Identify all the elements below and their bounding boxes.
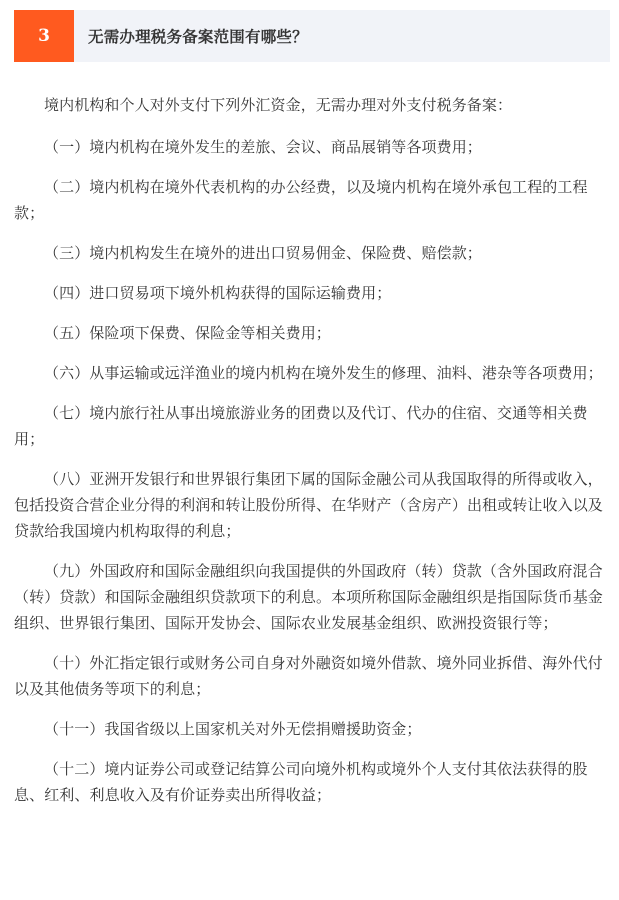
section-title: 无需办理税务备案范围有哪些？: [88, 28, 308, 46]
section-header: [14, 10, 610, 62]
article-body: [14, 92, 610, 822]
list-item-2: （二）境内机构在境外代表机构的办公经费，以及境内机构在境外承包工程的工程款；: [14, 178, 588, 222]
list-item-12: （十二）境内证券公司或登记结算公司向境外机构或境外个人支付其依法获得的股息、红利、利息收入及有价证券卖出所得收益；: [14, 760, 588, 804]
list-item-9: （九）外国政府和国际金融组织向我国提供的外国政府（转）贷款（含外国政府混合（转）贷款）和国际金融组织贷款项下的利息。本项所称国际金融组织是指国际货币基金组织、世界银行集团、国际开发协会、国际农业发展基金组织、欧洲投资银行等；: [14, 562, 603, 632]
list-item-3: （三）境内机构发生在境外的进出口贸易佣金、保险费、赔偿款；: [44, 244, 482, 262]
list-item-4: （四）进口贸易项下境外机构获得的国际运输费用；: [44, 284, 392, 302]
list-item-10: （十）外汇指定银行或财务公司自身对外融资如境外借款、境外同业拆借、海外代付以及其他债务等项下的利息；: [14, 654, 603, 698]
intro-paragraph: 境内机构和个人对外支付下列外汇资金，无需办理对外支付税务备案：: [44, 96, 513, 114]
list-item-5: （五）保险项下保费、保险金等相关费用；: [44, 324, 331, 342]
section-number-badge: 3: [14, 10, 74, 62]
list-item-7: （七）境内旅行社从事出境旅游业务的团费以及代订、代办的住宿、交通等相关费用；: [14, 404, 588, 448]
list-item-8: （八）亚洲开发银行和世界银行集团下属的国际金融公司从我国取得的所得或收入，包括投资合营企业分得的利润和转让股份所得、在华财产（含房产）出租或转让收入以及贷款给我国境内机构取得的利息；: [14, 470, 603, 540]
list-item-1: （一）境内机构在境外发生的差旅、会议、商品展销等各项费用；: [44, 138, 482, 156]
list-item-6: （六）从事运输或远洋渔业的境内机构在境外发生的修理、油料、港杂等各项费用；: [44, 364, 603, 382]
list-item-11: （十一）我国省级以上国家机关对外无偿捐赠援助资金；: [44, 720, 422, 738]
